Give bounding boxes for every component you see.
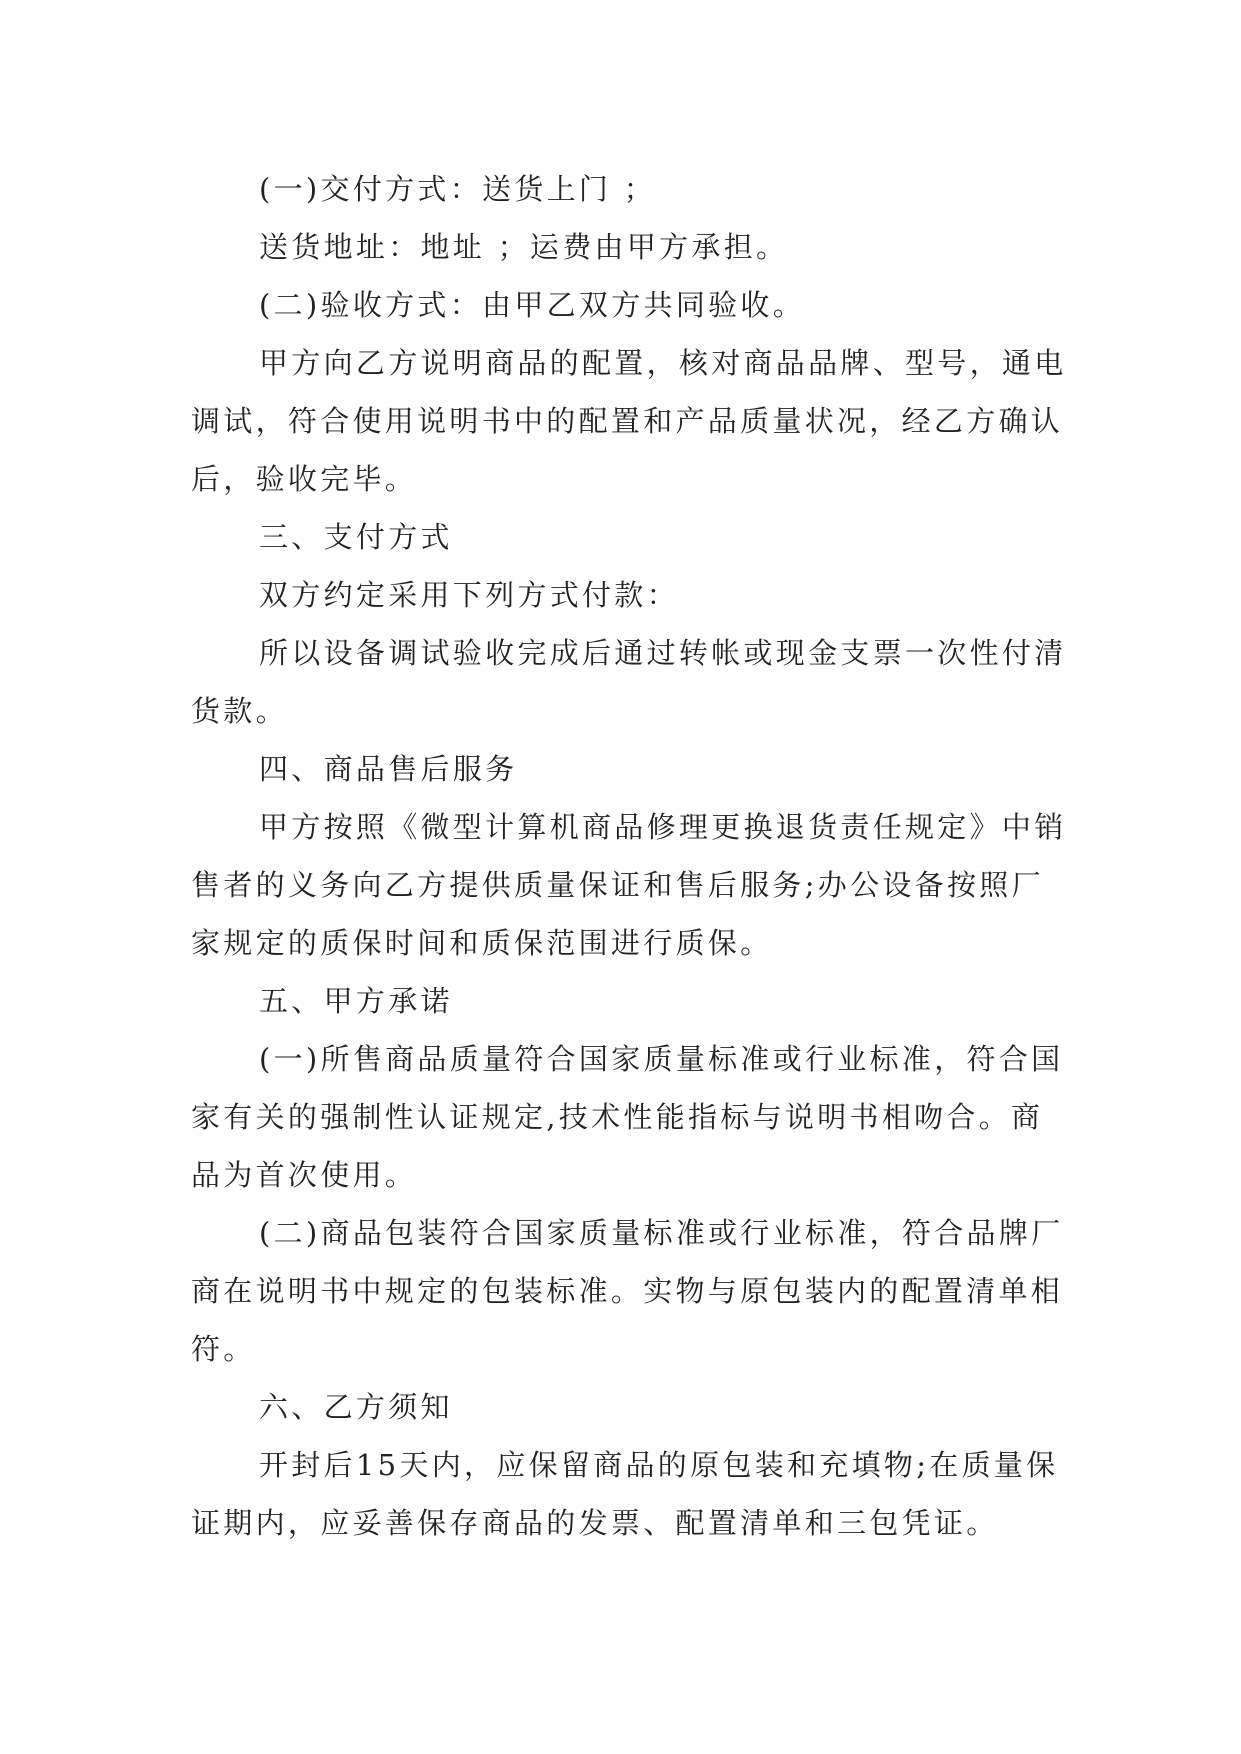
party-b-notice-paragraph: 开封后15天内，应保留商品的原包装和充填物;在质量保证期内，应妥善保存商品的发票、配置清单和三包凭证。 — [191, 1448, 1059, 1540]
document-body — [191, 160, 1071, 1552]
section-heading-payment: 三、支付方式 — [259, 520, 453, 554]
payment-detail-paragraph: 所以设备调试验收完成后通过转帐或现金支票一次性付清货款。 — [191, 636, 1067, 728]
acceptance-detail-paragraph: 甲方向乙方说明商品的配置，核对商品品牌、型号，通电调试，符合使用说明书中的配置和产品质量状况，经乙方确认后，验收完毕。 — [191, 346, 1067, 496]
acceptance-method-paragraph: (二)验收方式：由甲乙双方共同验收。 — [259, 288, 806, 322]
section-heading-party-a-commitment: 五、甲方承诺 — [259, 984, 453, 1018]
section-heading-party-b-notice: 六、乙方须知 — [259, 1390, 453, 1424]
after-sales-paragraph: 甲方按照《微型计算机商品修理更换退货责任规定》中销售者的义务向乙方提供质量保证和售后服务;办公设备按照厂家规定的质保时间和质保范围进行质保。 — [191, 810, 1067, 960]
payment-agreement-paragraph: 双方约定采用下列方式付款： — [259, 578, 679, 612]
delivery-method-paragraph: (一)交付方式：送货上门 ； — [259, 172, 657, 206]
commitment-quality-paragraph: (一)所售商品质量符合国家质量标准或行业标准，符合国家有关的强制性认证规定,技术性能指标与说明书相吻合。商品为首次使用。 — [191, 1042, 1064, 1192]
delivery-address-paragraph: 送货地址：地址 ；运费由甲方承担。 — [259, 230, 789, 264]
commitment-packaging-paragraph: (二)商品包装符合国家质量标准或行业标准，符合品牌厂商在说明书中规定的包装标准。实物与原包装内的配置清单相符。 — [191, 1216, 1064, 1366]
section-heading-after-sales: 四、商品售后服务 — [259, 752, 518, 786]
